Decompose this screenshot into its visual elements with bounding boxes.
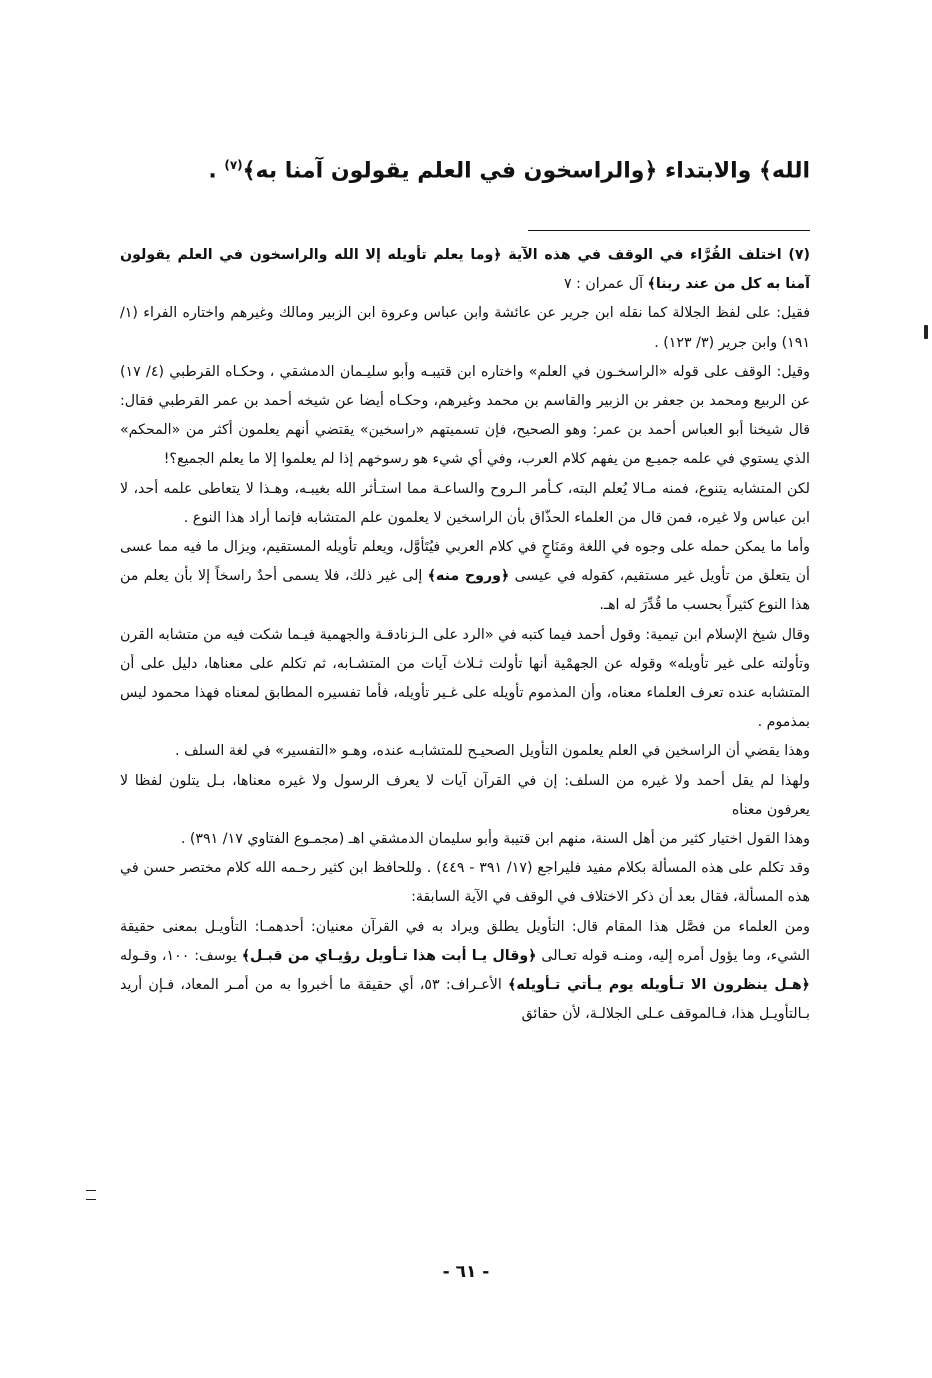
footnote-text: يوسف: ١٠٠، وقـوله xyxy=(120,947,242,964)
footnote-paragraph-8: ولهذا لم يقل أحمد ولا غيره من السلف: إن في القرآن آيات لا يعرف الرسول ولا غيره معناها، بـل يتلون لفظا لا يعرفون معناه xyxy=(120,772,810,818)
footnote-text: إلى غير ذلك، فلا يسمى أحدٌ راسخاً إلا بأن يعلم من هذا النوع كثيراً بحسب ما قُدِّرَ له اهـ. xyxy=(120,568,810,614)
margin-mark xyxy=(924,325,928,339)
footnote-paragraph-7: وهذا يقضي أن الراسخين في العلم يعلمون التأويل الصحيـح للمتشابـه عنده، وهـو «التفسير» في لغة السلف . xyxy=(175,743,810,760)
quran-quote: ﴿وروح منه﴾ xyxy=(427,568,510,585)
footnote-text: وأما ما يمكن حمله على وجوه في اللغة ومَنَاحٍ في كلام العربي فيُتَأوَّل، ويعلم تأويله المستقيم، ويزال ما فيه مما عسى أن يتعلق من تأويل غير مستقيم، كقوله في عيسى xyxy=(120,539,810,585)
footnote-reference: (٧) xyxy=(224,158,243,172)
footnote-heading: (٧) اختلف القُرَّاء في الوقف في هذه الآية ﴿وما يعلم تأويله إلا الله والراسخون في العلم يقولون آمنا به كل من عند ربنا﴾ xyxy=(120,247,810,293)
footnote-paragraph-2: فقيل: على لفظ الجلالة كما نقله ابن جرير عن عائشة وابن عباس وعروة ابن الزبير ومالك وغيرهم واختاره الفراء (١/ ١٩١) وابن جرير (٣/ ١٢٣) . xyxy=(120,305,810,351)
footnote-paragraph-10: وقد تكلم على هذه المسألة بكلام مفيد فليراجع (١٧/ ٣٩١ - ٤٤٩) . وللحافظ ابن كثير رحـمه الله كلام مختصر حسن في هذه المسألة، فقال بعد أن ذكر الاختلاف في الوقف في الآية السابقة: xyxy=(120,860,810,906)
footnote-text: الأعـراف: ٥٣، أي حقيقة ما أخبروا به من أمـر المعاد، فـإن أريد بـالتأويـل هذا، فـالموقف عـلى الجلالـة، لأن حقائق xyxy=(120,977,810,1023)
footnote-paragraph-1 xyxy=(120,241,810,299)
quran-quote: ﴿وقال يـا أبت هذا تـأويل رؤيـاي من قبـل﴾ xyxy=(241,947,537,964)
main-text-before: الله﴾ والابتداء ﴿والراسخون في العلم يقولون آمنا به﴾ xyxy=(242,158,810,184)
main-text-line xyxy=(110,150,810,186)
footnote-paragraph-3: وقيل: الوقف على قوله «الراسخـون في العلم» واختاره ابن قتيبـه وأبو سليـمان الدمشقي ، وحكـاه القرطبي (٤/ ١٧) عن الربيع ومحمد بن جعفر بن الزبير والقاسم بن محمد وغيرهم، وحكـاه أيضا عن شيخه أحمد بن عمر القرطبي فقال: قال شيخنا أبو العباس أحمد بن عمر: وهو الصحيح، فإن تسميتهم «راسخين» يقتضي أنهم يعلمون أكثر من «المحكم» الذي يستوي في علمه جميـع من يفهم كلام العرب، وفي أي شيء هو رسوخهم إذا لم يعلموا إلا ما يعلم الجميع؟! xyxy=(120,363,810,468)
footnote-separator xyxy=(528,230,810,231)
quran-quote: ﴿هـل ينظرون الا تـأويله يوم يـأتي تـأويله﴾ xyxy=(508,977,810,994)
main-text-after: . xyxy=(208,158,225,184)
footnote-paragraph-5 xyxy=(120,533,810,621)
footnote-text: ومن العلماء من فصَّل هذا المقام قال: التأويل يطلق ويراد به في القرآن معنيان: أحدهمـا: التأويـل بمعنى حقيقة الشيء، وما يؤول أمره إليه، ومنـه قوله تعـالى xyxy=(120,918,811,964)
footnote-paragraph-11 xyxy=(120,913,810,1030)
page-number: - ٦١ - xyxy=(442,1262,490,1282)
footnote-paragraph-9: وهذا القول اختيار كثير من أهل السنة، منهم ابن قتيبة وأبو سليمان الدمشقي اهـ (مجمـوع الفتاوي ١٧/ ٣٩١) . xyxy=(180,831,810,848)
footnote-paragraph-6: وقال شيخ الإسلام ابن تيمية: وقول أحمد فيما كتبه في «الرد على الـزنادقـة والجهمية فيـما شكت فيه من متشابه القرن وتأولته على غير تأويله» وقوله عن الجهمْية أنها تأولت ثـلاث آيات من المتشـابه، ثم تكلم على معناها، دليل على أن المتشابه عنده تعرف العلماء معناه، وأن المذموم تأويله على غـير تأويله، فأما تفسيره المطابق لمعناه فهذا محمود ليس بمذموم . xyxy=(120,626,810,731)
footnote-citation: آل عمران : ٧ xyxy=(563,276,648,293)
footnote-paragraph-4: لكن المتشابه يتنوع، فمنه مـالا يُعلم البته، كـأمر الـروح والساعـة مما استـأثر الله بغيبـه، وهـذا لا يتعاطى علمه أحد، لا ابن عباس ولا غيره، فمن قال من العلماء الحذّاق بأن الراسخين لا يعلمون علم المتشابه فإنما أراد هذا النوع . xyxy=(120,480,810,526)
continuation-mark xyxy=(86,1190,96,1200)
footnote-block xyxy=(120,241,810,1029)
